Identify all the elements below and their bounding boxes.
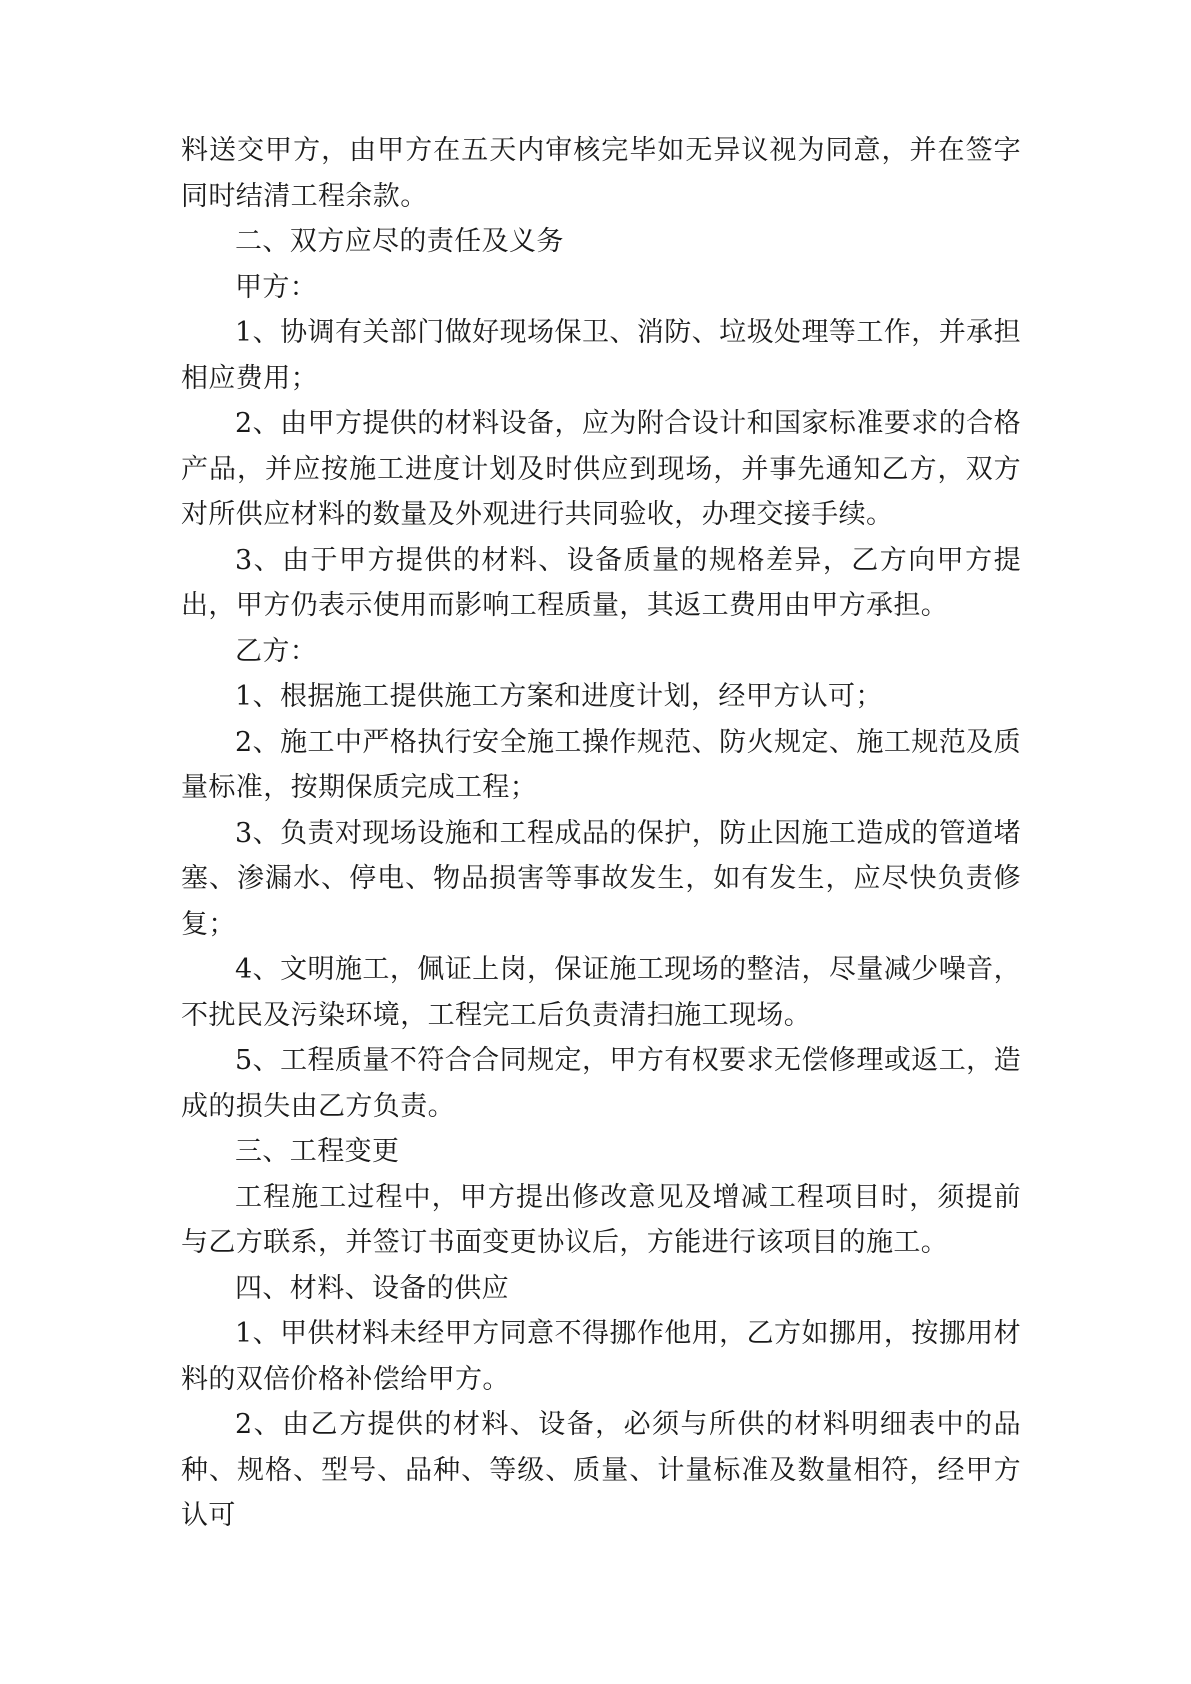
paragraph: 工程施工过程中，甲方提出修改意见及增减工程项目时，须提前与乙方联系，并签订书面变更协议后，方能进行该项目的施工。 bbox=[181, 1181, 1021, 1258]
paragraph: 1、协调有关部门做好现场保卫、消防、垃圾处理等工作，并承担相应费用； bbox=[181, 317, 1021, 394]
paragraph: 4、文明施工，佩证上岗，保证施工现场的整洁，尽量减少噪音，不扰民及污染环境，工程完工后负责清扫施工现场。 bbox=[181, 954, 1021, 1031]
section-heading: 二、双方应尽的责任及义务 bbox=[235, 226, 564, 257]
paragraph: 料送交甲方，由甲方在五天内审核完毕如无异议视为同意，并在签字同时结清工程余款。 bbox=[181, 135, 1021, 212]
document-page bbox=[181, 128, 1021, 1539]
paragraph: 5、工程质量不符合合同规定，甲方有权要求无偿修理或返工，造成的损失由乙方负责。 bbox=[181, 1045, 1021, 1122]
paragraph: 2、由甲方提供的材料设备，应为附合设计和国家标准要求的合格产品，并应按施工进度计划及时供应到现场，并事先通知乙方，双方对所供应材料的数量及外观进行共同验收，办理交接手续。 bbox=[181, 408, 1021, 530]
section-heading: 四、材料、设备的供应 bbox=[235, 1272, 509, 1304]
party-label: 甲方： bbox=[235, 271, 318, 303]
section-heading: 三、工程变更 bbox=[235, 1136, 400, 1167]
paragraph: 1、根据施工提供施工方案和进度计划，经甲方认可； bbox=[235, 681, 883, 712]
paragraph: 3、负责对现场设施和工程成品的保护，防止因施工造成的管道堵塞、渗漏水、停电、物品损害等事故发生，如有发生，应尽快负责修复； bbox=[181, 817, 1021, 940]
paragraph: 3、由于甲方提供的材料、设备质量的规格差异，乙方向甲方提出，甲方仍表示使用而影响工程质量，其返工费用由甲方承担。 bbox=[181, 544, 1021, 621]
paragraph: 2、由乙方提供的材料、设备，必须与所供的材料明细表中的品种、规格、型号、品种、等级、质量、计量标准及数量相符，经甲方认可 bbox=[181, 1409, 1021, 1531]
paragraph: 2、施工中严格执行安全施工操作规范、防火规定、施工规范及质量标准，按期保质完成工程； bbox=[181, 726, 1021, 803]
paragraph: 1、甲供材料未经甲方同意不得挪作他用，乙方如挪用，按挪用材料的双倍价格补偿给甲方。 bbox=[181, 1318, 1021, 1395]
party-label: 乙方： bbox=[235, 635, 318, 667]
